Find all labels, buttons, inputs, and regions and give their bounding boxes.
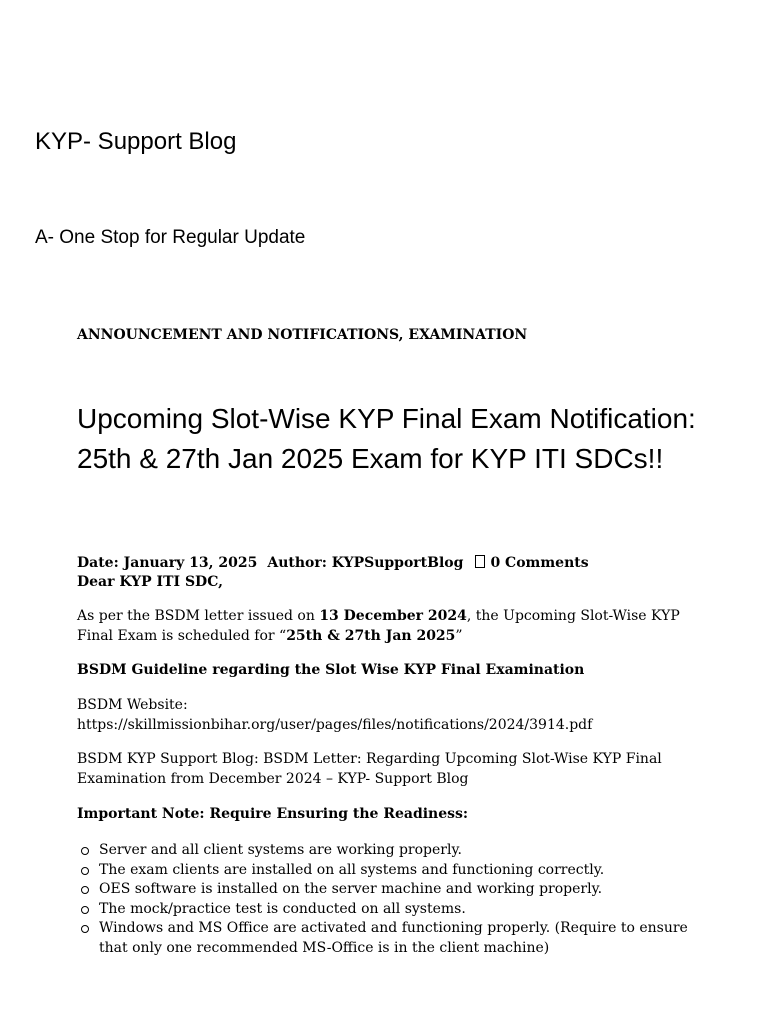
list-item: OES software is installed on the server machine and working properly. bbox=[99, 880, 697, 900]
post-meta bbox=[77, 553, 589, 573]
intro-text-part2: , the Upcoming Slot-Wise KYP Final Exam is scheduled for “ bbox=[77, 608, 680, 644]
post-date: Date: January 13, 2025 bbox=[77, 555, 258, 571]
intro-exam-dates: 25th & 27th Jan 2025 bbox=[286, 627, 456, 644]
list-item: The exam clients are installed on all systems and functioning correctly. bbox=[99, 861, 697, 881]
category-link-examination[interactable]: EXAMINATION bbox=[408, 327, 528, 343]
bsdm-website-label: BSDM Website: bbox=[77, 697, 188, 713]
post-title: Upcoming Slot-Wise KYP Final Exam Notification: 25th & 27th Jan 2025 Exam for KYP ITI SDCs!! bbox=[77, 403, 696, 474]
blog-reference-link[interactable]: BSDM KYP Support Blog: BSDM Letter: Regarding Upcoming Slot-Wise KYP Final Examination from December 2024 – KYP- Support Blog bbox=[77, 751, 662, 787]
post-intro-paragraph bbox=[77, 607, 697, 646]
list-item: Windows and MS Office are activated and functioning properly. (Require to ensure that only one recommended MS-Office is in the client machine) bbox=[99, 919, 697, 958]
post-author[interactable]: Author: KYPSupportBlog bbox=[267, 555, 464, 571]
intro-text-part1: As per the BSDM letter issued on bbox=[77, 608, 320, 624]
comment-icon bbox=[475, 555, 485, 568]
readiness-checklist bbox=[77, 841, 697, 958]
list-item: The mock/practice test is conducted on all systems. bbox=[99, 900, 697, 920]
list-item: Server and all client systems are working properly. bbox=[99, 841, 697, 861]
important-note-heading: Important Note: Require Ensuring the Readiness: bbox=[77, 806, 469, 822]
intro-letter-date: 13 December 2024 bbox=[319, 608, 467, 624]
category-separator: , bbox=[398, 327, 409, 343]
post-categories bbox=[77, 325, 527, 345]
category-link-announcements[interactable]: ANNOUNCEMENT AND NOTIFICATIONS bbox=[77, 327, 399, 343]
intro-text-part3: ” bbox=[455, 627, 463, 644]
bsdm-website-url-link[interactable]: https://skillmissionbihar.org/user/pages/files/notifications/2024/3914.pdf bbox=[77, 716, 593, 733]
post-comments-link[interactable]: 0 Comments bbox=[490, 555, 589, 571]
site-tagline: A- One Stop for Regular Update bbox=[35, 227, 306, 248]
post-greeting: Dear KYP ITI SDC, bbox=[77, 574, 223, 590]
guideline-heading: BSDM Guideline regarding the Slot Wise KYP Final Examination bbox=[77, 662, 585, 678]
bsdm-website-block bbox=[77, 696, 697, 735]
site-title-link[interactable]: KYP- Support Blog bbox=[35, 128, 237, 155]
